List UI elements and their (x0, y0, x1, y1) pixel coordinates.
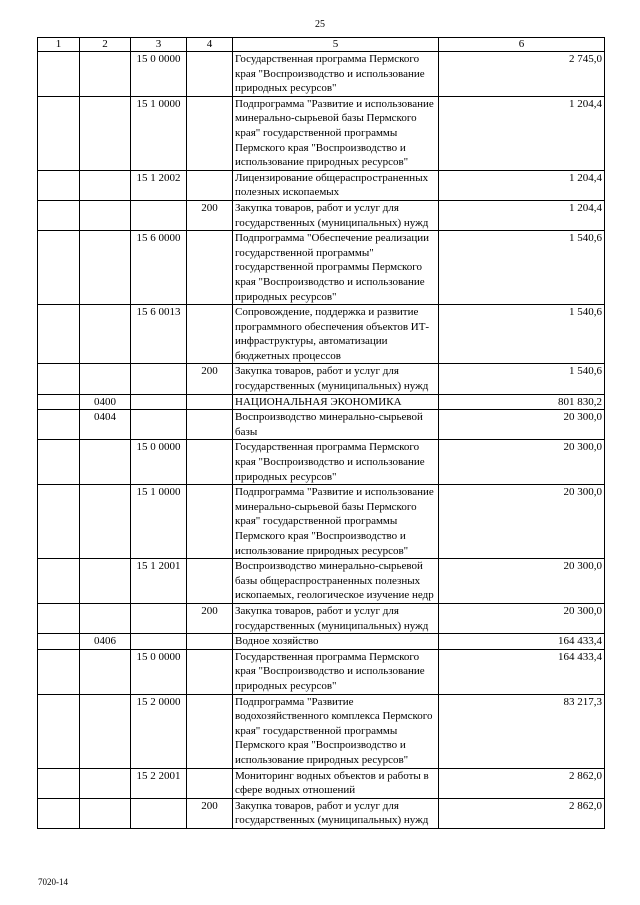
section-code-cell (80, 694, 131, 768)
header-row (38, 38, 605, 52)
table-row (38, 768, 605, 798)
table-row (38, 305, 605, 364)
expense-type-cell (187, 649, 233, 694)
item-name-cell: Лицензирование общераспространенных полезных ископаемых (233, 170, 439, 200)
column-header: 2 (80, 38, 131, 52)
column-header: 4 (187, 38, 233, 52)
item-name-cell: Воспроизводство минерально-сырьевой базы общераспространенных полезных ископаемых, геологическое изучение недр (233, 559, 439, 604)
section-code-cell (80, 170, 131, 200)
item-name-cell: Воспроизводство минерально-сырьевой базы (233, 410, 439, 440)
table-row (38, 52, 605, 97)
ministry-cell (38, 485, 80, 559)
expense-type-cell: 200 (187, 603, 233, 633)
section-code-cell: 0404 (80, 410, 131, 440)
section-code-cell (80, 200, 131, 230)
target-article-cell: 15 2 2001 (131, 768, 187, 798)
expense-type-cell (187, 559, 233, 604)
ministry-cell (38, 231, 80, 305)
expense-type-cell: 200 (187, 200, 233, 230)
target-article-cell (131, 364, 187, 394)
amount-cell: 20 300,0 (439, 559, 605, 604)
document-code: 7020-14 (38, 877, 68, 887)
amount-cell: 20 300,0 (439, 410, 605, 440)
table-row (38, 694, 605, 768)
amount-cell: 2 745,0 (439, 52, 605, 97)
ministry-cell (38, 200, 80, 230)
section-code-cell (80, 52, 131, 97)
expense-type-cell (187, 394, 233, 410)
column-header: 3 (131, 38, 187, 52)
ministry-cell (38, 394, 80, 410)
item-name-cell: Закупка товаров, работ и услуг для государственных (муниципальных) нужд (233, 603, 439, 633)
section-code-cell (80, 231, 131, 305)
target-article-cell: 15 1 2001 (131, 559, 187, 604)
ministry-cell (38, 559, 80, 604)
section-code-cell (80, 440, 131, 485)
ministry-cell (38, 305, 80, 364)
amount-cell: 1 540,6 (439, 364, 605, 394)
ministry-cell (38, 440, 80, 485)
target-article-cell: 15 2 0000 (131, 694, 187, 768)
ministry-cell (38, 603, 80, 633)
target-article-cell: 15 6 0000 (131, 231, 187, 305)
column-header: 6 (439, 38, 605, 52)
table-row (38, 798, 605, 828)
section-code-cell (80, 798, 131, 828)
table-row (38, 364, 605, 394)
expense-type-cell (187, 485, 233, 559)
section-code-cell (80, 485, 131, 559)
table-row (38, 394, 605, 410)
ministry-cell (38, 170, 80, 200)
item-name-cell: Государственная программа Пермского края "Воспроизводство и использование природных ресурсов" (233, 649, 439, 694)
expense-type-cell (187, 231, 233, 305)
expense-type-cell (187, 440, 233, 485)
expense-type-cell (187, 768, 233, 798)
amount-cell: 1 204,4 (439, 170, 605, 200)
table-row (38, 485, 605, 559)
item-name-cell: Закупка товаров, работ и услуг для государственных (муниципальных) нужд (233, 798, 439, 828)
amount-cell: 2 862,0 (439, 798, 605, 828)
expense-type-cell: 200 (187, 798, 233, 828)
target-article-cell (131, 200, 187, 230)
ministry-cell (38, 96, 80, 170)
ministry-cell (38, 52, 80, 97)
ministry-cell (38, 410, 80, 440)
section-code-cell (80, 559, 131, 604)
budget-table (37, 37, 605, 829)
target-article-cell: 15 6 0013 (131, 305, 187, 364)
item-name-cell: Государственная программа Пермского края "Воспроизводство и использование природных ресурсов" (233, 52, 439, 97)
target-article-cell: 15 0 0000 (131, 440, 187, 485)
item-name-cell: НАЦИОНАЛЬНАЯ ЭКОНОМИКА (233, 394, 439, 410)
section-code-cell (80, 364, 131, 394)
target-article-cell (131, 603, 187, 633)
ministry-cell (38, 634, 80, 650)
amount-cell: 1 204,4 (439, 200, 605, 230)
item-name-cell: Подпрограмма "Обеспечение реализации государственной программы" государственной программы Пермского края "Воспроизводство и использование природных ресурсов" (233, 231, 439, 305)
column-header: 5 (233, 38, 439, 52)
section-code-cell (80, 96, 131, 170)
target-article-cell (131, 410, 187, 440)
expense-type-cell (187, 634, 233, 650)
target-article-cell (131, 394, 187, 410)
section-code-cell: 0406 (80, 634, 131, 650)
amount-cell: 1 204,4 (439, 96, 605, 170)
table-row (38, 603, 605, 633)
expense-type-cell (187, 170, 233, 200)
item-name-cell: Мониторинг водных объектов и работы в сфере водных отношений (233, 768, 439, 798)
section-code-cell (80, 649, 131, 694)
expense-type-cell (187, 410, 233, 440)
ministry-cell (38, 649, 80, 694)
expense-type-cell (187, 305, 233, 364)
amount-cell: 20 300,0 (439, 440, 605, 485)
table-row (38, 96, 605, 170)
section-code-cell: 0400 (80, 394, 131, 410)
item-name-cell: Водное хозяйство (233, 634, 439, 650)
ministry-cell (38, 768, 80, 798)
amount-cell: 20 300,0 (439, 485, 605, 559)
table-row (38, 170, 605, 200)
amount-cell: 1 540,6 (439, 305, 605, 364)
table-row (38, 649, 605, 694)
section-code-cell (80, 603, 131, 633)
target-article-cell: 15 1 0000 (131, 485, 187, 559)
section-code-cell (80, 768, 131, 798)
target-article-cell (131, 798, 187, 828)
target-article-cell: 15 0 0000 (131, 52, 187, 97)
item-name-cell: Государственная программа Пермского края "Воспроизводство и использование природных ресурсов" (233, 440, 439, 485)
item-name-cell: Подпрограмма "Развитие и использование минерально-сырьевой базы Пермского края" государственной программы Пермского края "Воспроизводство и использование природных ресурсов" (233, 96, 439, 170)
amount-cell: 164 433,4 (439, 634, 605, 650)
target-article-cell (131, 634, 187, 650)
target-article-cell: 15 0 0000 (131, 649, 187, 694)
table-row (38, 231, 605, 305)
amount-cell: 2 862,0 (439, 768, 605, 798)
amount-cell: 1 540,6 (439, 231, 605, 305)
expense-type-cell (187, 694, 233, 768)
expense-type-cell: 200 (187, 364, 233, 394)
column-header: 1 (38, 38, 80, 52)
page-number: 25 (315, 19, 325, 30)
table-body (38, 52, 605, 829)
item-name-cell: Закупка товаров, работ и услуг для государственных (муниципальных) нужд (233, 200, 439, 230)
section-code-cell (80, 305, 131, 364)
table-row (38, 410, 605, 440)
table-row (38, 634, 605, 650)
table-row (38, 200, 605, 230)
item-name-cell: Закупка товаров, работ и услуг для государственных (муниципальных) нужд (233, 364, 439, 394)
item-name-cell: Подпрограмма "Развитие и использование минерально-сырьевой базы Пермского края" государственной программы Пермского края "Воспроизводство и использование природных ресурсов" (233, 485, 439, 559)
table-row (38, 559, 605, 604)
ministry-cell (38, 694, 80, 768)
item-name-cell: Сопровождение, поддержка и развитие программного обеспечения объектов ИТ-инфраструктуры, автоматизации бюджетных процессов (233, 305, 439, 364)
item-name-cell: Подпрограмма "Развитие водохозяйственного комплекса Пермского края" государственной программы Пермского края "Воспроизводство и использование природных ресурсов" (233, 694, 439, 768)
amount-cell: 164 433,4 (439, 649, 605, 694)
amount-cell: 83 217,3 (439, 694, 605, 768)
amount-cell: 801 830,2 (439, 394, 605, 410)
table-row (38, 440, 605, 485)
target-article-cell: 15 1 2002 (131, 170, 187, 200)
ministry-cell (38, 364, 80, 394)
expense-type-cell (187, 52, 233, 97)
target-article-cell: 15 1 0000 (131, 96, 187, 170)
expense-type-cell (187, 96, 233, 170)
ministry-cell (38, 798, 80, 828)
amount-cell: 20 300,0 (439, 603, 605, 633)
